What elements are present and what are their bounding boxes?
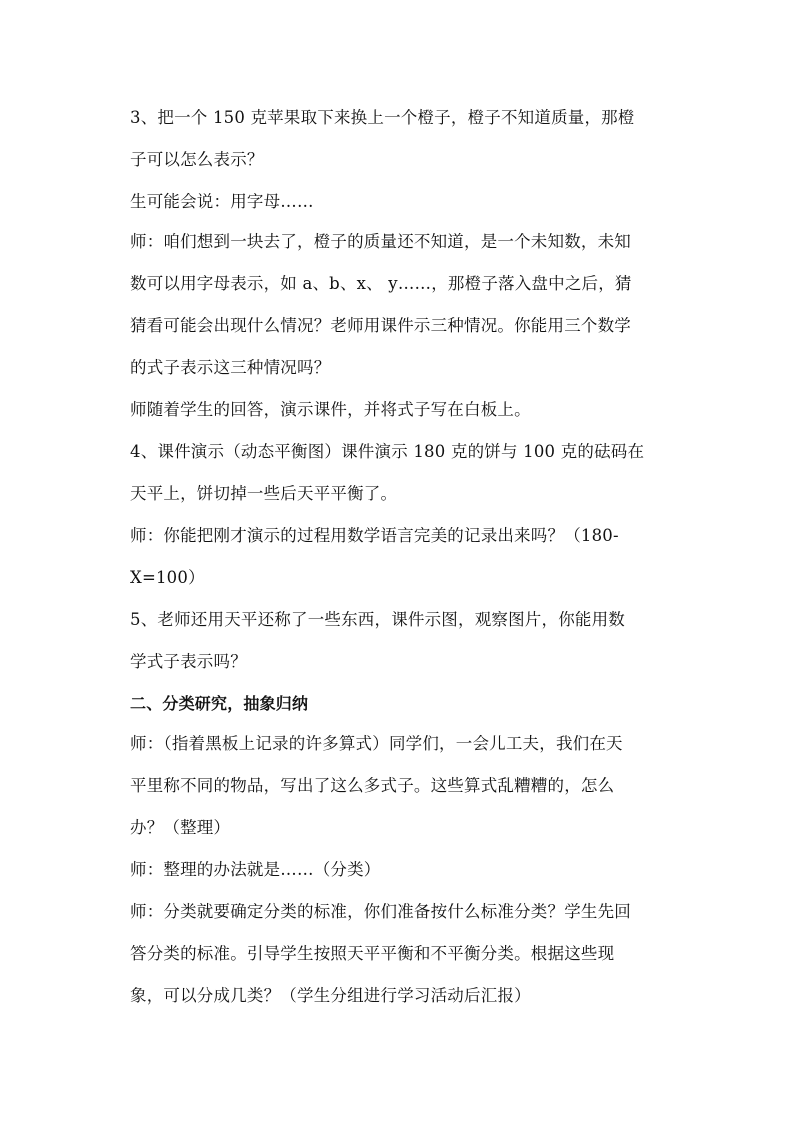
paragraph-more-weighing [130, 599, 670, 683]
text-line: 师：整理的办法就是……（分类） [130, 860, 381, 879]
text-line: 天平上，饼切掉一些后天平平衡了。 [130, 484, 398, 503]
section-heading [130, 683, 670, 725]
heading-text: 二、分类研究，抽象归纳 [130, 694, 309, 713]
text-line: 师：咱们想到一块去了，橙子的质量还不知道，是一个未知数，未知 [130, 232, 631, 251]
text-line: 生可能会说：用字母…… [130, 192, 314, 211]
text-line: 猜看可能会出现什么情况？老师用课件示三种情况。你能用三个数学 [130, 316, 631, 335]
paragraph-orange-question [130, 97, 670, 181]
paragraph-teacher-unknown [130, 221, 670, 389]
text-line: 4、课件演示（动态平衡图）课件演示 180 克的饼与 100 克的砝码在 [130, 442, 645, 461]
text-line: 学式子表示吗？ [130, 652, 247, 671]
text-line: 办？（整理） [130, 818, 231, 837]
text-line: 数可以用字母表示，如 a、b、x、 y……，那橙子落入盘中之后，猜 [130, 274, 632, 293]
paragraph-balance-demo [130, 431, 670, 515]
text-line: 5、老师还用天平还称了一些东西，课件示图，观察图片，你能用数 [130, 610, 625, 629]
paragraph-classify-standard [130, 891, 670, 1017]
paragraph-teacher-demo [130, 389, 670, 431]
text-line: 师：分类就要确定分类的标准，你们准备按什么标准分类？学生先回 [130, 902, 631, 921]
text-line: 答分类的标准。引导学生按照天平平衡和不平衡分类。根据这些现 [130, 944, 615, 963]
text-line: X=100） [130, 568, 205, 587]
text-line: 平里称不同的物品，写出了这么多式子。这些算式乱糟糟的，怎么 [130, 776, 615, 795]
text-line: 的式子表示这三种情况吗？ [130, 358, 331, 377]
text-line: 3、把一个 150 克苹果取下来换上一个橙子，橙子不知道质量，那橙 [130, 108, 635, 127]
text-line: 象，可以分成几类？（学生分组进行学习活动后汇报） [130, 986, 531, 1005]
paragraph-organize-equations [130, 723, 670, 849]
paragraph-classify-method [130, 849, 670, 891]
text-line: 子可以怎么表示？ [130, 150, 264, 169]
paragraph-record-equation [130, 515, 670, 599]
text-line: 师：（指着黑板上记录的许多算式）同学们，一会儿工夫，我们在天 [130, 734, 623, 753]
text-line: 师随着学生的回答，演示课件，并将式子写在白板上。 [130, 400, 531, 419]
text-line: 师：你能把刚才演示的过程用数学语言完美的记录出来吗？（180- [130, 526, 619, 545]
paragraph-student-answer [130, 181, 670, 223]
